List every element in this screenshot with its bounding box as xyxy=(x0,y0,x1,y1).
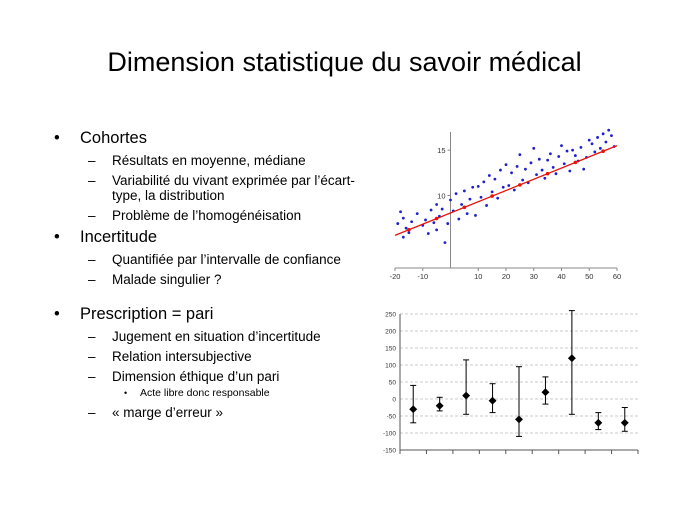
regression-line xyxy=(395,146,617,236)
bullet-marker: • xyxy=(54,129,60,147)
scatter-point xyxy=(571,149,574,152)
scatter-point xyxy=(507,184,510,187)
y-tick-label: 10 xyxy=(437,191,446,201)
scatter-point xyxy=(610,134,613,137)
data-point xyxy=(489,397,497,405)
scatter-point xyxy=(485,204,488,207)
sub-bullet xyxy=(52,208,362,223)
x-tick-label: 20 xyxy=(501,272,511,280)
scatter-point xyxy=(580,146,583,149)
data-point xyxy=(594,419,602,427)
scatter-point xyxy=(488,174,491,177)
scatter-point xyxy=(430,209,433,212)
x-tick-label: -20 xyxy=(389,272,401,280)
x-tick-label: -10 xyxy=(417,272,429,280)
x-tick-label: 60 xyxy=(612,272,622,280)
bullet-marker: – xyxy=(88,405,96,420)
scatter-point xyxy=(435,203,438,206)
scatter-point xyxy=(460,203,463,206)
scatter-point xyxy=(516,165,519,168)
scatter-point xyxy=(599,147,602,150)
scatter-point xyxy=(474,214,477,217)
regression-marker xyxy=(574,161,578,165)
y-tick-label: 200 xyxy=(385,328,396,336)
sub-bullet xyxy=(52,329,362,344)
scatter-point xyxy=(405,227,408,230)
scatter-point xyxy=(513,189,516,192)
scatter-point xyxy=(505,163,508,166)
regression-marker xyxy=(490,194,494,198)
bullet-marker: – xyxy=(88,272,96,287)
scatter-point xyxy=(543,177,546,180)
scatter-point xyxy=(469,198,472,201)
scatter-point xyxy=(449,199,452,202)
scatter-point xyxy=(427,232,430,235)
bullet-marker: • xyxy=(54,228,60,246)
sub-bullet-text: Problème de l’homogénéisation xyxy=(112,208,302,223)
scatter-point xyxy=(480,196,483,199)
scatter-point xyxy=(607,129,610,132)
bullet-list xyxy=(52,124,362,420)
sub-bullet-text: Dimension éthique d’un pari xyxy=(112,369,280,384)
scatter-point xyxy=(602,132,605,135)
bullet-marker: – xyxy=(88,349,96,364)
scatter-point xyxy=(541,169,544,172)
sub-bullet xyxy=(52,272,362,287)
y-tick-label: 150 xyxy=(385,345,396,353)
regression-marker xyxy=(463,206,467,210)
scatter-point xyxy=(588,139,591,142)
scatter-point xyxy=(410,220,413,223)
scatter-point xyxy=(463,190,466,193)
scatter-point xyxy=(502,186,505,189)
scatter-point xyxy=(593,151,596,154)
bullet-incertitude xyxy=(52,227,362,247)
scatter-point xyxy=(555,172,558,175)
sub-bullet-text: Malade singulier ? xyxy=(112,272,222,287)
data-point xyxy=(568,354,576,362)
bullet-marker: – xyxy=(88,252,96,267)
scatter-point xyxy=(538,158,541,161)
scatter-point xyxy=(444,241,447,244)
sub-bullet-text: Variabilité du vivant exprimée par l’écart-type, la distribution xyxy=(112,173,355,203)
scatter-point xyxy=(532,147,535,150)
data-point xyxy=(409,405,417,413)
scatter-point xyxy=(530,161,533,164)
bullet-marker: – xyxy=(88,173,96,188)
bullet-label: Prescription = pari xyxy=(80,305,214,323)
bullet-marker: • xyxy=(54,305,60,323)
scatter-point xyxy=(416,212,419,215)
scatter-point xyxy=(432,221,435,224)
scatter-point xyxy=(435,229,438,232)
bullet-marker: – xyxy=(88,329,96,344)
sub-bullet-text: Résultats en moyenne, médiane xyxy=(112,153,306,168)
scatter-point xyxy=(496,197,499,200)
scatter-point xyxy=(524,168,527,171)
bullet-label: Incertitude xyxy=(80,228,158,246)
y-tick-label: -100 xyxy=(382,430,396,438)
scatter-point xyxy=(457,218,460,221)
scatter-point xyxy=(396,222,399,225)
scatter-point xyxy=(477,185,480,188)
bullet-prescription xyxy=(52,304,362,324)
scatter-point xyxy=(557,155,560,158)
sub-sub-bullet-text: Acte libre donc responsable xyxy=(140,387,270,399)
scatter-point xyxy=(563,162,566,165)
scatter-point xyxy=(596,136,599,139)
sub-bullet xyxy=(52,153,362,168)
data-point xyxy=(462,392,470,400)
scatter-point xyxy=(441,208,444,211)
y-tick-label: 50 xyxy=(388,379,396,387)
bullet-marker: • xyxy=(124,388,128,398)
scatter-point xyxy=(494,178,497,181)
sub-bullet xyxy=(52,349,362,364)
sub-bullet xyxy=(52,173,362,203)
y-tick-label: 250 xyxy=(385,311,396,319)
scatter-point xyxy=(552,166,555,169)
scatter-point xyxy=(407,231,410,234)
scatter-chart xyxy=(385,128,630,280)
scatter-point xyxy=(455,192,458,195)
scatter-point xyxy=(510,171,513,174)
scatter-point xyxy=(499,169,502,172)
x-tick-label: 10 xyxy=(474,272,483,280)
sub-bullet xyxy=(52,405,362,420)
scatter-point xyxy=(482,180,485,183)
regression-marker xyxy=(601,149,605,153)
data-point xyxy=(515,415,523,423)
errorbar-chart xyxy=(372,308,644,460)
regression-marker xyxy=(435,217,439,221)
scatter-point xyxy=(399,210,402,213)
scatter-point xyxy=(560,144,563,147)
sub-bullet xyxy=(52,252,362,267)
scatter-point xyxy=(402,236,405,239)
bullet-marker: – xyxy=(88,369,96,384)
y-tick-label: 15 xyxy=(437,146,446,156)
scatter-point xyxy=(491,190,494,193)
bullet-marker: – xyxy=(88,153,96,168)
data-point xyxy=(621,419,629,427)
scatter-point xyxy=(549,152,552,155)
slide-title: Dimension statistique du savoir médical xyxy=(107,47,582,77)
scatter-point xyxy=(582,168,585,171)
sub-sub-bullet xyxy=(52,387,362,400)
bullet-cohortes xyxy=(52,128,362,148)
data-point xyxy=(436,402,444,410)
scatter-point xyxy=(568,170,571,173)
scatter-point xyxy=(446,222,449,225)
x-tick-label: 40 xyxy=(557,272,566,280)
scatter-point xyxy=(518,153,521,156)
y-tick-label: 100 xyxy=(385,362,396,370)
y-tick-label: 0 xyxy=(392,396,396,404)
sub-bullet-text: Relation intersubjective xyxy=(112,349,252,364)
regression-marker xyxy=(546,172,550,176)
bullet-label: Cohortes xyxy=(80,129,147,147)
regression-marker xyxy=(518,183,522,187)
x-tick-label: 50 xyxy=(585,272,594,280)
scatter-point xyxy=(471,186,474,189)
scatter-point xyxy=(605,141,608,144)
sub-bullet-text: Quantifiée par l’intervalle de confiance xyxy=(112,252,341,267)
scatter-point xyxy=(535,173,538,176)
scatter-point xyxy=(574,154,577,157)
bullet-marker: – xyxy=(88,208,96,223)
scatter-point xyxy=(466,212,469,215)
x-tick-label: 30 xyxy=(529,272,538,280)
y-tick-label: -150 xyxy=(382,447,396,455)
y-tick-label: -50 xyxy=(386,413,396,421)
scatter-point xyxy=(591,142,594,145)
sub-bullet-text: Jugement en situation d’incertitude xyxy=(112,329,321,344)
scatter-point xyxy=(521,179,524,182)
data-point xyxy=(541,388,549,396)
sub-bullet-text: « marge d’erreur » xyxy=(112,405,224,420)
scatter-point xyxy=(546,159,549,162)
sub-bullet xyxy=(52,369,362,384)
scatter-point xyxy=(402,217,405,220)
scatter-point xyxy=(424,219,427,222)
scatter-point xyxy=(566,150,569,153)
regression-marker xyxy=(407,228,411,232)
